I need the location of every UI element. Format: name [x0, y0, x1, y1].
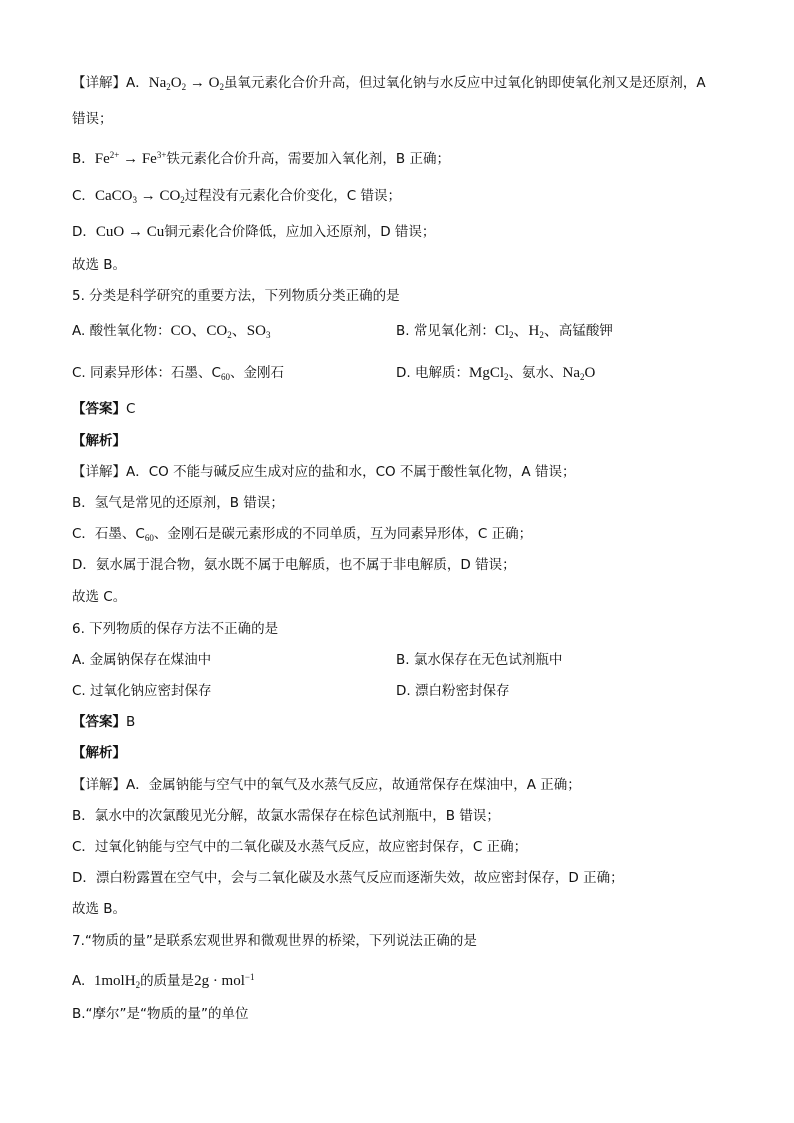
formula: MgCl$_2$ — [468, 365, 509, 382]
q6-option-c: C. 过氧化钠应密封保存 — [72, 683, 212, 699]
formula: $Cl_2$、$H_2$、 — [494, 323, 559, 340]
formula: 1molH$_2$ — [93, 973, 141, 990]
q4-detail-d: D．CuO → Cu铜元素化合价降低，应加入还原剂，D 错误； — [72, 224, 436, 240]
formula: CaCO$_3$ → $CO_2$ — [94, 188, 185, 205]
q6-detail-1: 【详解】A．金属钠能与空气中的氧气及水蒸气反应，故通常保存在煤油中，A 正确； — [72, 777, 581, 793]
q7-option-b: B.“摩尔”是“物质的量”的单位 — [72, 1006, 249, 1022]
q6-analysis-label: 【解析】 — [72, 745, 126, 761]
formula: CO、$CO_2$、$SO_3$ — [170, 323, 271, 340]
q6-detail-3: C．过氧化钠能与空气中的二氧化碳及水蒸气反应，故应密封保存，C 正确； — [72, 839, 528, 855]
q7-option-a: A. 1molH$_2$的质量是2g · mol$^{-1}$ — [72, 972, 255, 990]
q6-detail-2: B．氯水中的次氯酸见光分解，故氯水需保存在棕色试剂瓶中，B 错误； — [72, 808, 500, 824]
q6-option-b: B. 氯水保存在无色试剂瓶中 — [396, 652, 563, 668]
q6-answer: 【答案】B — [72, 714, 136, 730]
q5-conclusion: 故选 C。 — [72, 589, 127, 605]
q6-stem: 6. 下列物质的保存方法不正确的是 — [72, 621, 279, 637]
q5-detail-1: 【详解】A．CO 不能与碱反应生成对应的盐和水，CO 不属于酸性氧化物，A 错误； — [72, 464, 576, 480]
q6-conclusion: 故选 B。 — [72, 901, 127, 917]
q4-detail-c: C．CaCO$_3$ → $CO_2$过程没有元素化合价变化，C 错误； — [72, 188, 401, 205]
formula: $C_{60}$ — [211, 365, 230, 382]
q5-option-a: A. 酸性氧化物：CO、$CO_2$、$SO_3$ — [72, 323, 271, 340]
q5-option-b: B. 常见氧化剂：$Cl_2$、$H_2$、高锰酸钾 — [396, 323, 613, 340]
formula: $Na_2O$ — [562, 365, 596, 382]
q5-detail-3: C．石墨、$C_{60}$、金刚石是碳元素形成的不同单质，互为同素异形体，C 正确； — [72, 526, 533, 543]
detail-label: 【详解】 — [72, 75, 126, 91]
q5-detail-2: B．氢气是常见的还原剂，B 错误； — [72, 495, 284, 511]
q4-conclusion: 故选 B。 — [72, 257, 127, 273]
q4-detail-a: 【详解】A．$Na_2O_2 \to O_2$虽氧元素化合价升高，但过氧化钠与水反应中过氧化钠即使氧化剂又是还原剂，A — [72, 75, 706, 92]
q5-option-c: C. 同素异形体：石墨、$C_{60}$、金刚石 — [72, 365, 284, 382]
formula: $Fe^{2+} \to Fe^{3+}$ — [94, 150, 167, 167]
q4-detail-b: B．$Fe^{2+} \to Fe^{3+}$铁元素化合价升高，需要加入氧化剂，B 正确； — [72, 150, 450, 167]
formula: $Na_2O_2 \to O_2$ — [148, 75, 224, 92]
q4-detail-a-cont: 错误； — [72, 111, 113, 127]
q7-stem: 7.“物质的量”是联系宏观世界和微观世界的桥梁，下列说法正确的是 — [72, 933, 477, 949]
formula: CuO → Cu — [95, 224, 165, 240]
q5-option-d: D. 电解质：MgCl$_2$、氨水、$Na_2O$ — [396, 365, 596, 382]
q6-detail-4: D．漂白粉露置在空气中，会与二氧化碳及水蒸气反应而逐渐失效，故应密封保存，D 正确； — [72, 870, 624, 886]
formula: 2g · mol$^{-1}$ — [194, 972, 255, 989]
q5-analysis-label: 【解析】 — [72, 433, 126, 449]
q5-answer: 【答案】C — [72, 401, 136, 417]
q5-detail-4: D．氨水属于混合物，氨水既不属于电解质，也不属于非电解质，D 错误； — [72, 557, 516, 573]
q5-stem: 5. 分类是科学研究的重要方法，下列物质分类正确的是 — [72, 288, 400, 304]
q6-option-a: A. 金属钠保存在煤油中 — [72, 652, 212, 668]
q6-option-d: D. 漂白粉密封保存 — [396, 683, 510, 699]
